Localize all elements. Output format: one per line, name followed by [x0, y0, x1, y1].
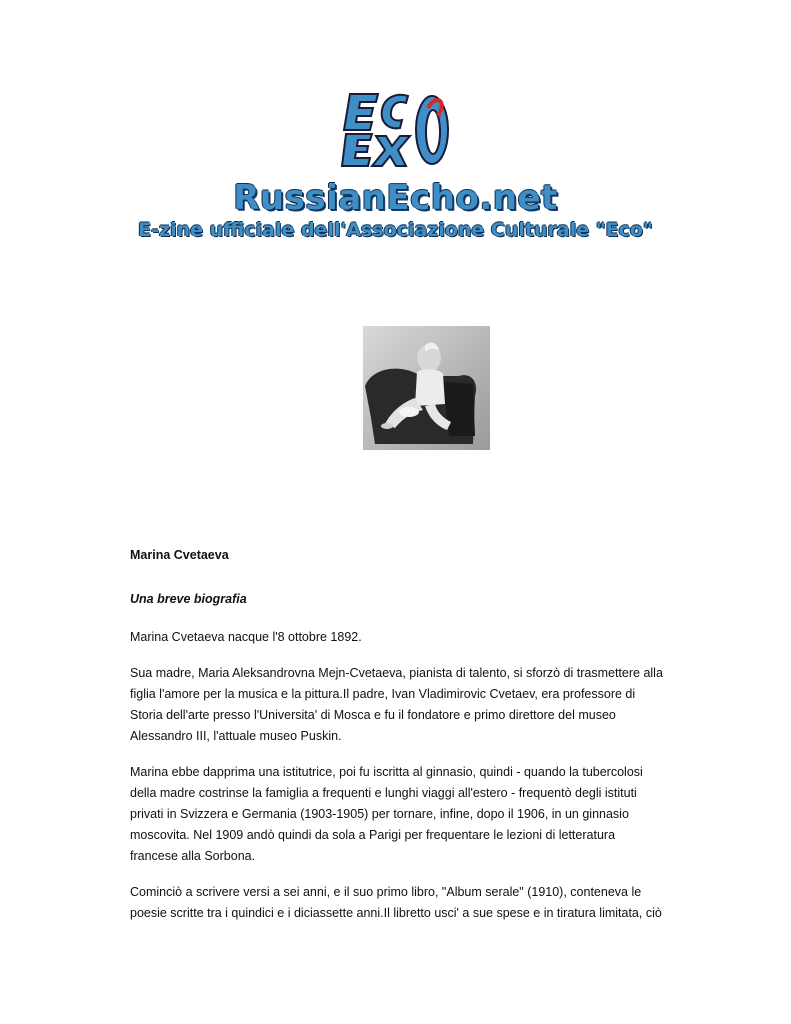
article [130, 545, 665, 939]
eco-logo-icon [336, 88, 456, 172]
logo-swirl [416, 96, 448, 164]
paragraph-first-book: Cominciò a scrivere versi a sei anni, e il suo primo libro, "Album serale" (1910), conteneva le poesie scritte tra i quindici e i diciassette anni.Il libretto usci' a sue spese e in tiratura limitata, ciò [130, 885, 662, 920]
paragraph-birth: Marina Cvetaeva nacque l'8 ottobre 1892. [130, 630, 362, 644]
logo-eco-letters [344, 94, 408, 130]
paragraph-parents: Sua madre, Maria Aleksandrovna Mejn-Cvetaeva, pianista di talento, si sforzò di trasmettere alla figlia l'amore per la musica e la pittura.Il padre, Ivan Vladimirovic Cvetaev, era professore di Storia dell'arte presso l'Universita' di Mosca e fu il fondatore e primo direttore del museo Alessandro III, l'attuale museo Puskin. [130, 666, 663, 743]
logo-exo-letters [342, 134, 410, 166]
child-portrait-photo [363, 326, 490, 450]
article-author: Marina Cvetaeva [130, 548, 229, 562]
article-subtitle: Una breve biografia [130, 592, 247, 606]
site-title: RussianEcho.net [233, 178, 558, 218]
site-subtitle: E-zine ufficiale dell'Associazione Culturale "Eco" [138, 219, 653, 241]
paragraph-education: Marina ebbe dapprima una istitutrice, poi fu iscritta al ginnasio, quindi - quando la tubercolosi della madre costrinse la famiglia a frequenti e lunghi viaggi all'estero - frequentò degli istituti privati in Svizzera e Germania (1903-1905) per tornare, infine, dopo il 1906, in un ginnasio moscovita. Nel 1909 andò quindi da sola a Parigi per frequentare le lezioni di letteratura francese alla Sorbona. [130, 765, 643, 863]
